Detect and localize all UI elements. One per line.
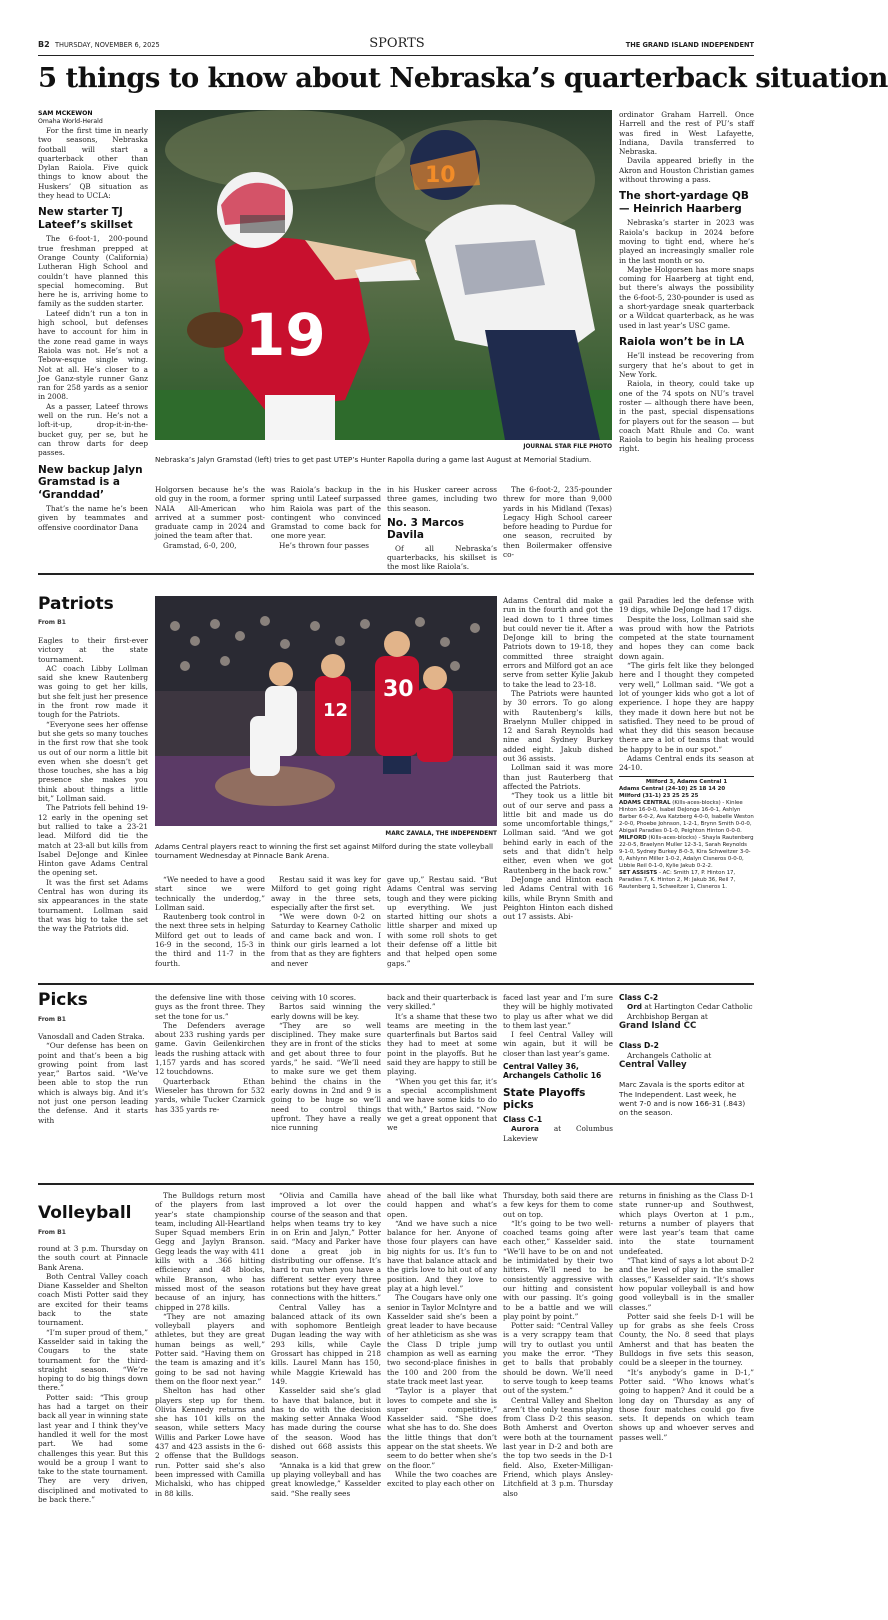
section-name: SPORTS xyxy=(369,36,425,51)
paragraph: It’s a shame that these two teams are meeting in the quarterfinals but Bartos said they had to meet at some point in the playoffs. But he said they are happy to still be playing. xyxy=(387,1011,497,1077)
box-score-line: Milford (31-1) 23 25 25 25 xyxy=(619,792,699,799)
byline-author: SAM MCKEWON xyxy=(38,110,93,117)
paragraph: Lollman said it was more than just Rauterberg that affected the Patriots. xyxy=(503,763,613,791)
box-score xyxy=(619,776,754,891)
paragraph: Gramstad, 6-0, 200, xyxy=(163,540,237,550)
matchup xyxy=(619,1012,754,1032)
paragraph: in his Husker career across three games, including two this season. xyxy=(387,485,497,513)
paragraph: He’s thrown four passes xyxy=(279,540,370,550)
prediction: Central Valley 36, Archangels Catholic 16 xyxy=(503,1062,602,1081)
paragraph: Raiola, in theory, could take up one of the 74 spots on NU’s travel roster — although there have been, in the past, special dispensations for players out for the season — but coach Matt Rhule and Co. want Raiola to begin his healing process right. xyxy=(619,379,754,454)
paragraph: DeJonge and Hinton each led Adams Central with 16 kills, while Brynn Smith and Peighton Hinton each dished out 17 assists. Abi- xyxy=(503,874,613,922)
jersey-number-30: 30 xyxy=(383,677,414,702)
class-label: Class D-2 xyxy=(619,1041,659,1051)
jersey-number-red: 19 xyxy=(245,301,326,369)
matchup xyxy=(619,1051,754,1071)
paragraph: gail Paradies led the defense with 19 digs, while DeJonge had 17 digs. xyxy=(619,596,754,615)
class-label: Class C-2 xyxy=(619,993,659,1002)
story1-column-3 xyxy=(271,485,381,565)
byline-outlet: Omaha World-Herald xyxy=(38,118,103,125)
story2-column-6 xyxy=(619,596,754,952)
paragraph: The Patriots fell behind 19-12 early in the opening set but rallied to take a 23-21 lead. Milford did tie the match at 23-all but kills from Isabel DeJonge and Kinlee Hinton gave Adams Central the opening set. xyxy=(38,803,148,878)
paragraph: The 6-foot-1, 200-pound true freshman prepped at Orange County (California) Lutheran High School and couldn’t have planned this special homecoming. But here he is, arriving home to family as the sudden starter. xyxy=(38,234,148,309)
paragraph: was Raiola’s backup in the spring until Lateef surpassed him Raiola was part of the contingent who convinced Gramstad to come back for one more year. xyxy=(271,485,381,541)
box-score-stats xyxy=(619,870,754,891)
box-stats-text: - AC: Smith 17, P. Hinton 17, Paradies 7, K. Hinton 2, M: Jakub 36, Reil 7, Rautenberg 1, Schweitzer 1, Cisneros 1. xyxy=(619,869,736,890)
paragraph: “They are not amazing volleyball players and athletes, but they are great human beings as well,” Potter said. “Having them on the team is amazing and it’s going to be sad not having them on the floor next year.” xyxy=(155,1311,265,1386)
pick-team: Central Valley xyxy=(619,1060,687,1070)
page-date: THURSDAY, NOVEMBER 6, 2025 xyxy=(55,41,160,49)
matchup-text: Archbishop Bergan at xyxy=(627,1011,708,1021)
story4-column-2 xyxy=(155,1191,265,1585)
subhead: No. 3 Marcos Davila xyxy=(387,516,465,542)
story3-column-1 xyxy=(38,1032,148,1162)
volleyball-photo xyxy=(155,596,497,826)
story3-column-6 xyxy=(619,993,754,1163)
paragraph: Potter said she feels D-1 will be up for grabs as she feels Cross County, the No. 8 seed that plays Amherst and that has beaten the Bulldogs in five sets this season, could be a sleeper in the tourney. xyxy=(619,1311,754,1368)
story4-column-6 xyxy=(619,1191,754,1585)
paragraph: Restau said it was key for Milford to get going right away in the three sets, especially after the first set. xyxy=(271,875,381,912)
story1-column-6 xyxy=(619,110,754,568)
paragraph: The 6-foot-2, 235-pounder threw for more than 9,000 yards in his Midland (Texas) Legacy High School career before heading to Purdue for one season, recruited by then Boilermaker offensive co- xyxy=(503,485,612,560)
paragraph: “Annaka is a kid that grew up playing volleyball and has great knowledge,” Kasselder said. “She really sees xyxy=(271,1460,381,1498)
story4-column-3 xyxy=(271,1191,381,1585)
patriots-from: From B1 xyxy=(38,619,66,626)
volleyball-title: Volleyball xyxy=(38,1203,132,1223)
paragraph: Of all Nebraska’s quarterbacks, his skillset is the most like Raiola’s. xyxy=(387,543,497,572)
paragraph: ahead of the ball like what could happen and what’s open. xyxy=(387,1191,497,1219)
paragraph: Central Valley and Shelton aren’t the only teams playing from Class D-2 this season. Both Amherst and Overton were both at the tournament last year in D-2 and both are the top two seeds in the D-1 field. Also, Exeter-Milligan-Friend, which plays Ansley-Litchfield at 3 p.m. Thursday also xyxy=(503,1395,613,1498)
pick-team: Grand Island CC xyxy=(619,1021,697,1031)
paragraph: Davila appeared briefly in the Akron and Houston Christian games without throwing a pass. xyxy=(619,156,754,185)
story2-column-1 xyxy=(38,636,148,948)
paragraph: “We were down 0-2 on Saturday to Kearney Catholic and came back and won. I think our girls learned a lot from that as they are fighters and never xyxy=(271,912,381,968)
paragraph: “Taylor is a player that loves to compete and she is super competitive,” Kasselder said. “She does what she has to do. She does the little things that don’t appear on the stat sheets. We seem to do better when she’s on the floor.” xyxy=(387,1386,497,1470)
matchup-text: Archangels Catholic at xyxy=(627,1050,712,1060)
box-score-stats xyxy=(619,835,754,870)
paragraph: Nebraska’s starter in 2023 was Raiola’s backup in 2024 before moving to tight end, where he’s played an increasingly smaller role in the last month or so. xyxy=(619,218,754,265)
paragraph: “It’s anybody’s game in D-1,” Potter said. “Who knows what’s going to happen? And it could be a long day on Thursday as any of those four matches could go five sets. It depends on which team shows up and whoever serves and passes well.” xyxy=(619,1367,754,1442)
page-number: B2 xyxy=(38,40,50,49)
paragraph: “Olivia and Camilla have improved a lot over the course of the season and that helps when teams try to key in on Erin and Jalyn,” Potter said. “Macy and Parker have done a great job in distributing our offense. It’s hard to run when you have a different setter every three rotations but they have great connections with the hitters.” xyxy=(271,1191,382,1303)
paragraph: Shelton has had other players step up for them. Olivia Kennedy returns and she has 101 kills on the season, while setters Macy Willis and Parker Lowe have 437 and 423 assists in the 6-2 offense that the Bulldogs run. Potter said she’s also been impressed with Camilla Michalski, who has chipped in 88 kills. xyxy=(155,1386,265,1498)
paragraph: faced last year and I’m sure they will be highly motivated to play us after what we did to them last year.” xyxy=(503,993,613,1030)
author-bio: Marc Zavala is the sports editor at The Independent. Last week, he went 7-0 and is now 166-31 (.843) on the season. xyxy=(619,1080,746,1118)
picks-title: Picks xyxy=(38,990,88,1010)
matchup xyxy=(619,1002,754,1011)
subhead: State Playoffs picks xyxy=(503,1086,586,1112)
box-stats-text: (Kills-aces-blocks) - Shayla Rautenberg 22-0-5, Braelynn Muller 12-3-1, Sarah Reynolds 9-1-0, Sydney Burkey 8-0-3, Kira Schweitzer 3-0-0, Ashlynn Miller 1-0-2, Adalyn Cisneros 0-0-0, Libbie Reil 0-1-0, Kylie Jakub 0-2-2. xyxy=(619,834,754,869)
paragraph: “Everyone sees her offense but she gets so many touches in the first row that she took us out of our norm a little bit even when she doesn’t get those touches, she has a big presence she makes you think about things a little bit,” Lollman said. xyxy=(38,719,148,804)
photo-credit: JOURNAL STAR FILE PHOTO xyxy=(523,444,612,450)
paragraph: The Cougars have only one senior in Taylor McIntyre and Kasselder said she’s been a great leader to have because of her athleticism as she was the Class D triple jump champion as well as earning two second-place finishes in the 100 and 200 from the state track meet last year. xyxy=(387,1293,497,1386)
story3-column-4 xyxy=(387,993,497,1163)
paragraph: I feel Central Valley will win again, but it will be closer than last year’s game. xyxy=(503,1030,613,1058)
section-rule xyxy=(38,983,754,985)
paragraph: Despite the loss, Lollman said she was proud with how the Patriots competed at the state tournament and hopes they can come back down again. xyxy=(619,614,754,661)
paragraph: The Bulldogs return most of the players from last year’s state championship team, including All-Heartland Super Squad members Erin Gegg and Jaylyn Branson. Gegg leads the way with 411 kills with a .366 hitting efficiency and 48 blocks, while Branson, who has missed most of the season because of an injury, has chipped in 278 kills. xyxy=(155,1191,265,1312)
paragraph: “I’m super proud of them,” Kasselder said in taking the Cougars to the state tournament for the third-straight season. “We’re hoping to do big things down there.” xyxy=(38,1327,148,1393)
matchup-text: at Columbus Lakeview xyxy=(503,1124,613,1143)
paragraph: gave up,” Restau said. “But Adams Central was serving tough and they were picking up everything. We just started hitting our shots a little sharper and mixed up with some roll shots to get their defense off a little bit and that helped open some gaps.” xyxy=(387,875,497,968)
subhead: New starter TJ Lateef’s skillset xyxy=(38,206,133,231)
story1-column-5 xyxy=(503,485,612,565)
paragraph: Eagles to their first-ever victory at the state tournament. xyxy=(38,636,148,664)
paragraph: Maybe Holgorsen has more snaps coming for Haarberg at tight end, but there’s always the possibility the 6-foot-5, 230-pounder is used as a short-yardage sneak quarterback or a Wildcat quarterback, as he was used in last year’s USC game. xyxy=(619,264,754,330)
box-stats-text: (Kills-aces-blocks) - Kinlee Hinton 16-0-0, Isabel DeJonge 16-0-1, Ashlyn Barber 6-0-2, Ava Katzberg 4-0-0, Isabelle Weston 2-0-0, Phoebe Johnson, 1-2-1, Brynn Smith 0-0-0, Abigail Paradies 0-1-0, Peighton Hinton 0-0-0. xyxy=(619,799,754,834)
class-label: Class C-1 xyxy=(503,1114,543,1124)
pick-team: Ord xyxy=(627,1002,643,1012)
paragraph: “The girls felt like they belonged here and I thought they competed very well,” Lollman said. “We got a lot of younger kids who got a lot of experience. I hope they are happy they made it down here but not be satisfied. They need to be proud of what they did this season because there are a lot of teams that would be happy to be in our spot.” xyxy=(619,661,754,754)
volleyball-photo-art xyxy=(155,596,497,826)
paragraph: The Defenders average about 233 rushing yards per game. Gavin Geilenkirchen leads the rushing attack with 1,157 yards and has scored 12 touchdowns. xyxy=(155,1020,265,1077)
story1-column-4 xyxy=(387,485,497,572)
jersey-number-white: 10 xyxy=(425,163,456,188)
story2-column-2 xyxy=(155,875,265,968)
paragraph: “They took us a little bit out of our serve and pass a little bit and made us do some uncomfortable things,” Lollman said. “And we got behind early in each of the sets and that didn’t help either, even when we got Rautenberg in the back row.” xyxy=(503,791,613,875)
paragraph: “Our defense has been on point and that’s been a big growing point from last year,” Bartos said. “We’ve been able to stop the run which is always big. And it’s not just one person leading the defense. And it starts with xyxy=(38,1041,148,1125)
pick-team: Aurora xyxy=(511,1124,539,1134)
box-label: MILFORD xyxy=(619,834,647,841)
paragraph: For the first time in nearly two seasons, Nebraska football will start a quarterback other than Dylan Raiola. Five quick things to know about the Huskers’ QB situation as they head to UCLA: xyxy=(38,126,148,201)
paragraph: Rautenberg took control in the next three sets in helping Milford get out to leads of 16-9 in the second, 15-3 in the third and 11-7 in the fourth. xyxy=(155,912,265,968)
story3-column-3 xyxy=(271,993,381,1163)
paragraph: As a passer, Lateef throws well on the run. He’s not a loft-it-up, drop-it-in-the-bucket guy, per se, but he can throw darts for deep passes. xyxy=(38,401,148,458)
box-score-title: Milford 3, Adams Central 1 xyxy=(645,778,728,785)
paragraph: It was the first set Adams Central has won during its six appearances in the state tournament. Lollman said that was big to take the set the way the Patriots did. xyxy=(38,877,148,934)
paragraph: Adams Central did make a run in the fourth and got the lead down to 1 three times but could never tie it. After a DeJonge kill to bring the Patriots down to 19-18, they committed three straight errors and Milford got an ace serve from setter Kylie Jakub to take the lead to 23-18. xyxy=(503,596,613,689)
story3-column-2 xyxy=(155,993,265,1163)
story1-column-2 xyxy=(155,485,265,565)
paragraph: Kasselder said she’s glad to have that balance, but it has to do with the decision making setter Annaka Wood has made during the course of the season. Wood has dished out 668 assists this season. xyxy=(271,1386,381,1461)
photo-credit: MARC ZAVALA, THE INDEPENDENT xyxy=(385,831,497,837)
paragraph: Central Valley has a balanced attack of its own with sophomore Bentleigh Dugan leading the way with 293 kills, while Cayle Grossart has chipped in 218 kills. Laurel Mann has 150, while Maggie Kriewald has 149. xyxy=(271,1302,381,1386)
header-rule xyxy=(38,55,754,56)
picks-from: From B1 xyxy=(38,1016,66,1023)
story1-column-1 xyxy=(38,110,148,550)
football-photo-art xyxy=(155,110,612,440)
story2-column-5 xyxy=(503,596,613,952)
patriots-title: Patriots xyxy=(38,594,114,614)
volleyball-from: From B1 xyxy=(38,1229,66,1236)
paragraph: Thursday, both said there are a few keys for them to come out on top. xyxy=(503,1191,613,1219)
paragraph: the defensive line with those guys as the front three. They set the tone for us.” xyxy=(155,993,265,1021)
paragraph: While the two coaches are excited to play each other on xyxy=(387,1469,497,1489)
paragraph: round at 3 p.m. Thursday on the south court at Pinnacle Bank Arena. xyxy=(38,1244,148,1272)
paragraph: The Patriots were haunted by 30 errors. To go along with Rautenberg’s kills, Braelynn Muller chipped in 12 and Sarah Reynolds had nine and Sydney Burkey added eight. Jakub dished out 36 assists. xyxy=(503,688,613,764)
paragraph: Quarterback Ethan Wieseler has thrown for 532 yards, while Tucker Czarnick has 335 yards re- xyxy=(155,1076,265,1114)
paragraph: Bartos said winning the early downs will be key. xyxy=(271,1002,381,1021)
paragraph: ceiving with 10 scores. xyxy=(271,993,357,1002)
story4-column-5 xyxy=(503,1191,613,1585)
story4-column-1 xyxy=(38,1244,148,1584)
story2-column-3 xyxy=(271,875,381,968)
paragraph: Potter said: “This group has had a target on their back all year in winning state last year and I think they’ve handled it well for the most part. We had some challenges this year. But this would be a group I want to take to the state tournament. They are very driven, disciplined and motivated to be back there.” xyxy=(38,1392,148,1505)
page-header xyxy=(38,38,754,54)
paragraph: That’s the name he’s been given by teammates and offensive coordinator Dana xyxy=(38,504,148,532)
box-score-line: Adams Central (24-10) 25 18 14 20 xyxy=(619,785,726,792)
paragraph: Both Central Valley coach Diane Kasselder and Shelton coach Misti Potter said they are excited for their teams back to the state tournament. xyxy=(38,1271,148,1328)
box-label: SET ASSISTS xyxy=(619,869,658,876)
subhead: The short-yardage QB — Heinrich Haarberg xyxy=(619,190,749,215)
story2-column-4 xyxy=(387,875,497,968)
paragraph: “That kind of says a lot about D-2 and the level of play in the smaller classes,” Kasselder said. “It’s shows how popular volleyball is and how good volleyball is in the smaller classes.” xyxy=(619,1256,754,1312)
paragraph: He’ll instead be recovering from surgery that he’s about to get in New York. xyxy=(619,351,754,380)
section-rule xyxy=(38,573,754,575)
paragraph: Vanosdall and Caden Straka. xyxy=(38,1032,145,1041)
jersey-number-12: 12 xyxy=(323,700,349,721)
paper-name: THE GRAND ISLAND INDEPENDENT xyxy=(625,41,754,49)
paragraph: “They are so well disciplined. They make sure they are in front of the sticks and get about three to four yards,” he said. “We’ll need to make sure we get them behind the chains in the early downs in 2nd and 9 is going to be huge so we’ll need to control things upfront. They have a really nice running xyxy=(271,1020,381,1133)
football-photo xyxy=(155,110,612,440)
photo-caption: Adams Central players react to winning the first set against Milford during the state volleyball tournament Wednesday at Pinnacle Bank Arena. xyxy=(155,842,494,860)
story3-column-5 xyxy=(503,993,613,1163)
subhead: New backup Jalyn Gramstad is a ‘Granddad’ xyxy=(38,463,143,501)
paragraph: “When you get this far, it’s a special accomplishment and we have some kids to do that with,” Bartos said. “Now we get a great opponent that we xyxy=(387,1076,497,1133)
photo-caption: Nebraska’s Jalyn Gramstad (left) tries to get past UTEP’s Hunter Rapolla during a game last August at Memorial Stadium. xyxy=(155,455,592,464)
section-rule xyxy=(38,1183,754,1185)
paragraph: Holgorsen because he’s the old guy in the room, a former NAIA All-American who arrived at a summer post-graduate camp in 2024 and joined the team after that. xyxy=(155,485,265,541)
paragraph: “We needed to have a good start since we were technically the underdog,” Lollman said. xyxy=(155,875,265,912)
story4-column-4 xyxy=(387,1191,497,1585)
paragraph: “It’s going to be two well-coached teams going after each other,” Kasselder said. “We’ll have to be on and not be intimidated by their two hitters. We’ll need to be consistently aggressive with our hitting and consistent with our passing. It’s going to be a battle and we will play point by point.” xyxy=(503,1218,613,1321)
box-score-stats xyxy=(619,800,754,835)
paragraph: back and their quarterback is very skilled.” xyxy=(387,993,497,1012)
matchup xyxy=(503,1124,613,1143)
paragraph: Adams Central ends its season at 24-10. xyxy=(619,754,754,773)
subhead: Raiola won’t be in LA xyxy=(619,335,745,348)
matchup-text: at Hartington Cedar Catholic xyxy=(642,1002,753,1012)
story1-headline: 5 things to know about Nebraska’s quarterback situation xyxy=(38,62,888,94)
box-label: ADAMS CENTRAL xyxy=(619,799,671,806)
paragraph: Lateef didn’t run a ton in high school, but defenses have to account for him in the zone read game in ways Raiola was not. He’s not a Tebow-esque single wing. Not at all. He’s closer to a Joe Ganz-style runner Ganz ran for 258 yards as a senior in 2008. xyxy=(38,308,148,402)
paragraph: returns in finishing as the Class D-1 state runner-up and Southwest, which plays Overton at 1 p.m., returns a number of players that were last year’s team that came into the state tournament undefeated. xyxy=(619,1191,754,1256)
paragraph: “And we have such a nice balance for her. Anyone of those four players can have big nights for us. It’s fun to have that balance attack and the girls love to hit out of any position. And they love to play at a high level.” xyxy=(387,1218,497,1293)
paragraph: ordinator Graham Harrell. Once Harrell and the rest of PU’s staff was fired in West Lafayette, Indiana, Davila transferred to Nebraska. xyxy=(619,110,754,157)
paragraph: AC coach Libby Lollman said she knew Rautenberg was going to get her kills, but she felt just her presence in the front row made it tough for the Patriots. xyxy=(38,663,148,720)
paragraph: Potter said: “Central Valley is a very scrappy team that will try to outlast you until you make the error. “They get to balls that probably should be down. We’ll need to serve tough to keep teams out of the system.” xyxy=(503,1321,613,1396)
